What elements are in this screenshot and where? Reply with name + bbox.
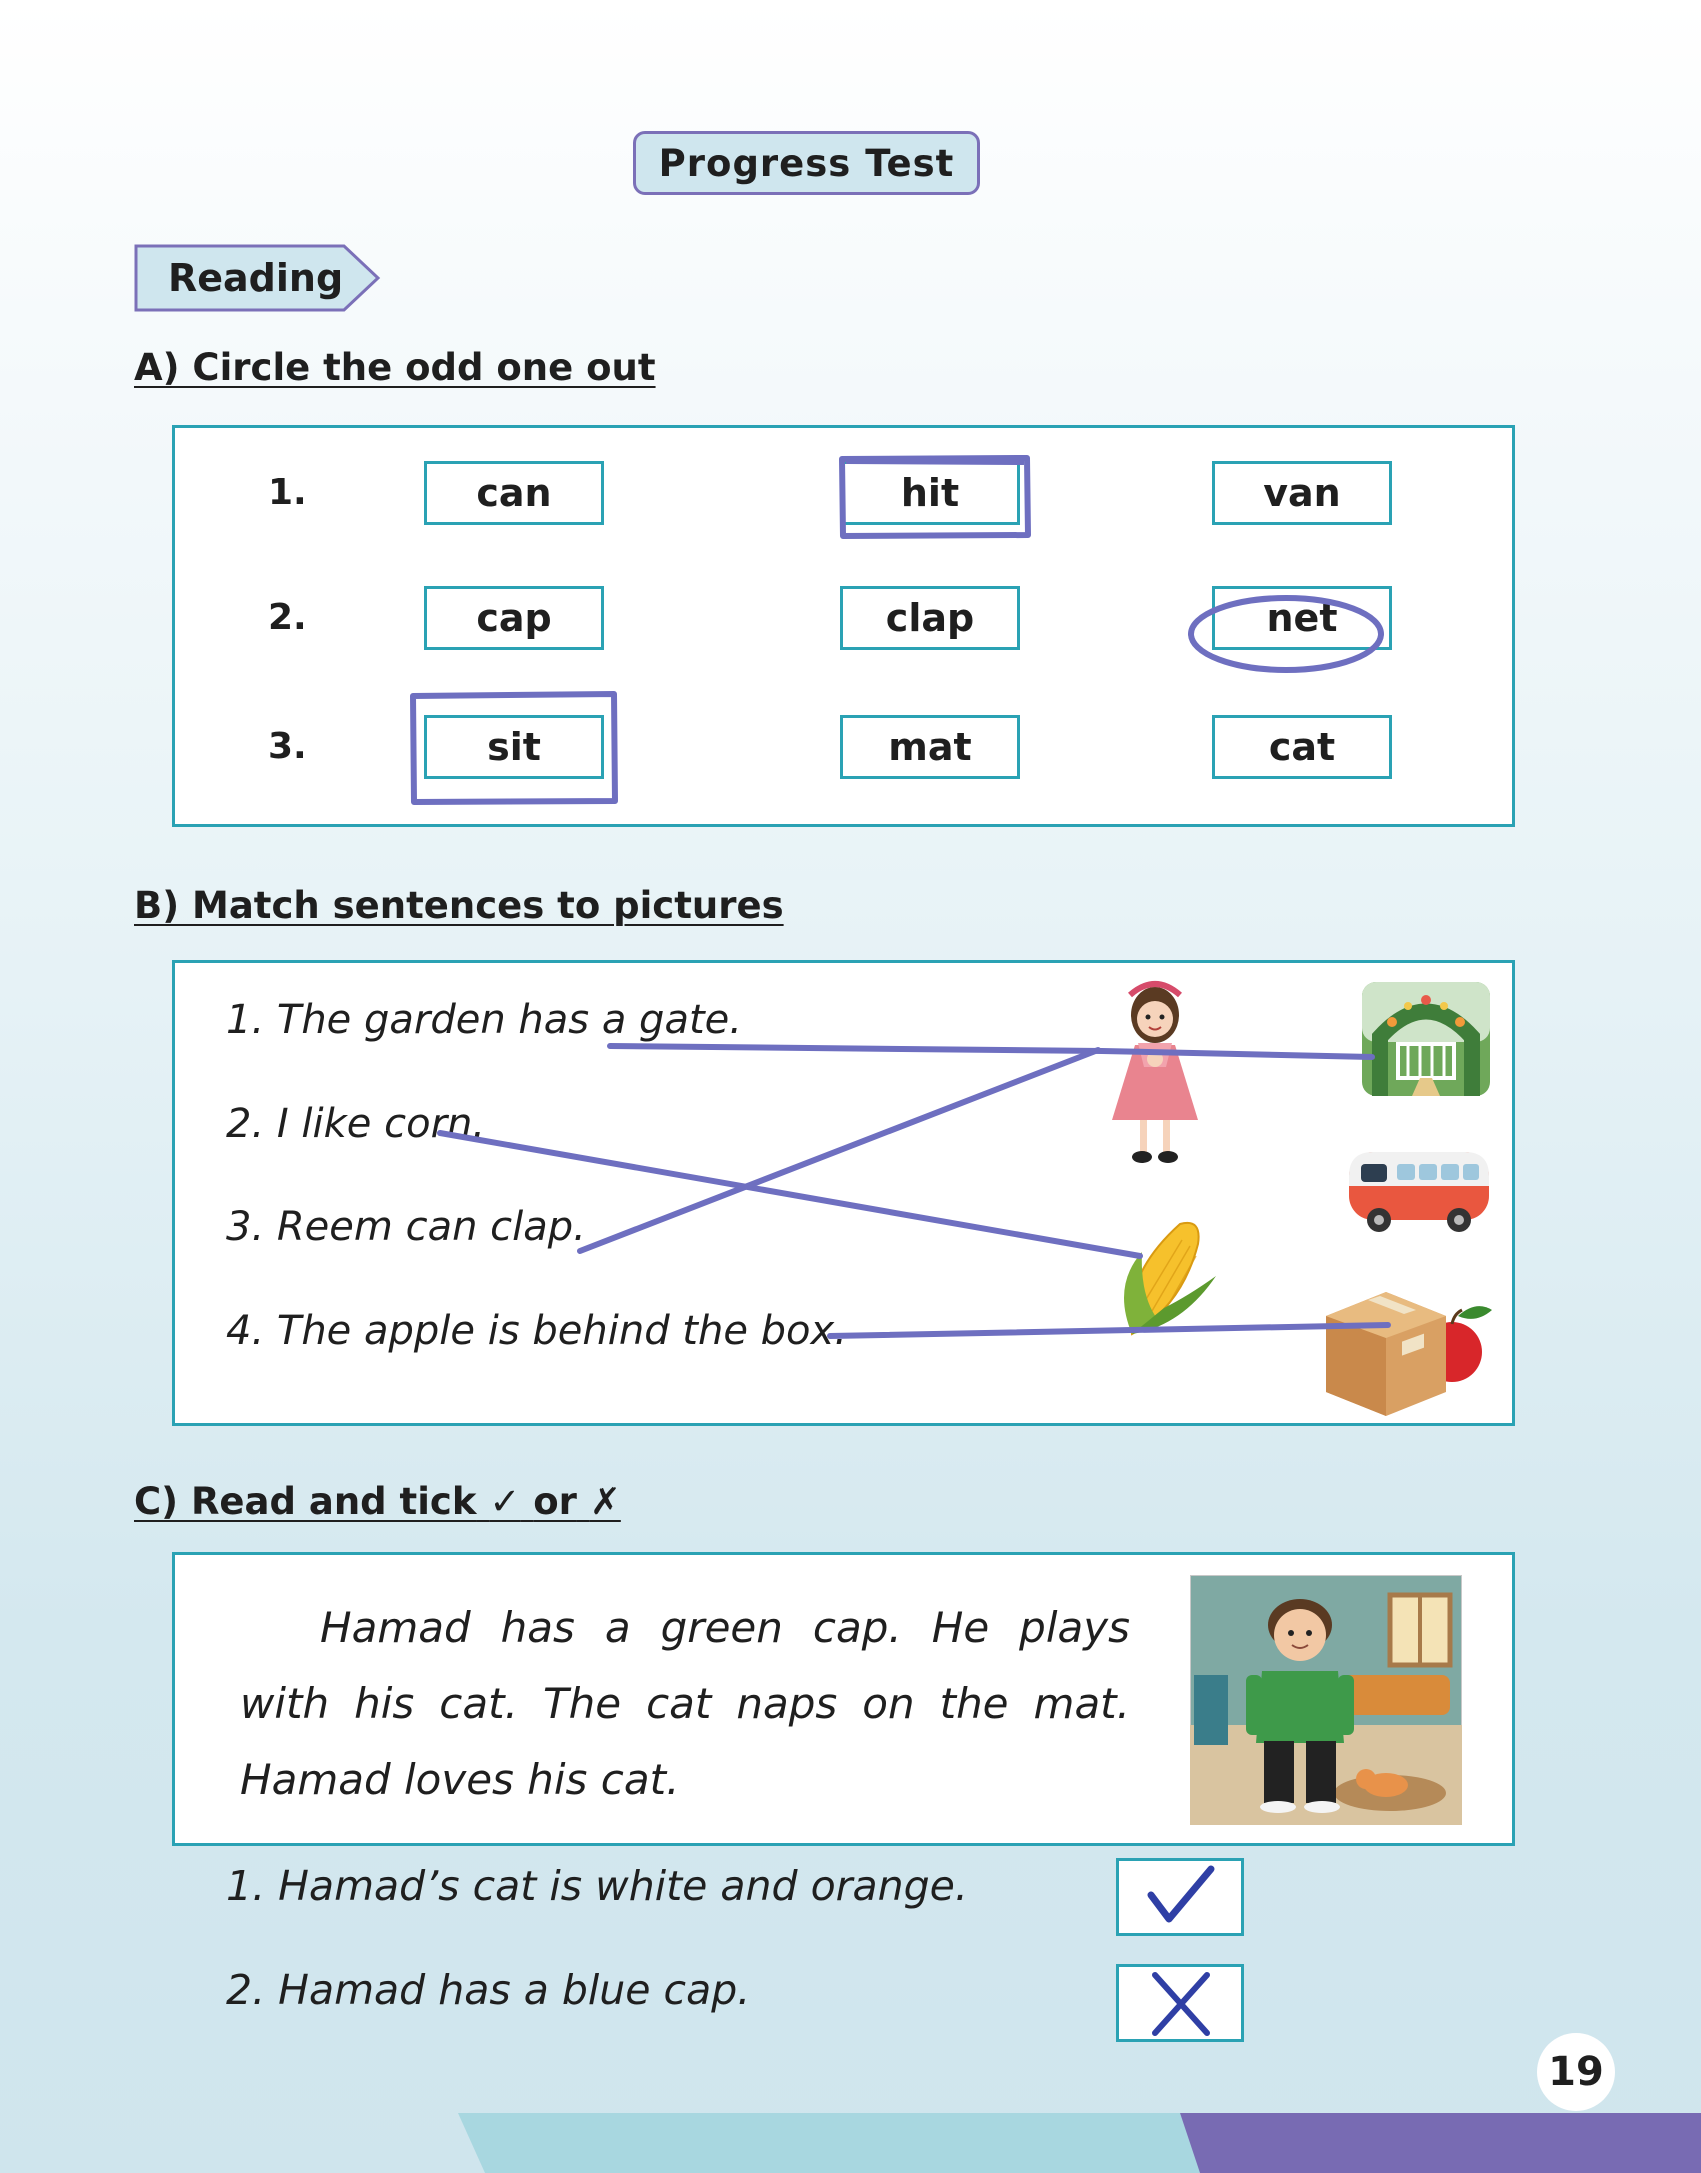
answer-box[interactable] bbox=[1116, 1964, 1244, 2042]
answer-box[interactable] bbox=[1116, 1858, 1244, 1936]
row-number: 3. bbox=[268, 726, 307, 767]
statement: 2. Hamad has a blue cap. bbox=[226, 1966, 751, 2014]
footer-band bbox=[0, 2100, 1701, 2173]
match-sentence: 4. The apple is behind the box. bbox=[226, 1308, 847, 1354]
section-b-heading: B) Match sentences to pictures bbox=[134, 884, 784, 927]
match-line bbox=[610, 1046, 1372, 1057]
word-box[interactable]: cat bbox=[1212, 715, 1392, 779]
check-mark-icon bbox=[1119, 1861, 1241, 1933]
reading-label: Reading bbox=[168, 256, 344, 300]
statement: 1. Hamad’s cat is white and orange. bbox=[226, 1862, 968, 1910]
boy-with-cat-picture bbox=[1190, 1575, 1462, 1825]
reading-passage: Hamad has a green cap. He plays with his cat. The cat naps on the mat. Hamad loves his cat. bbox=[240, 1603, 1130, 1804]
match-sentence: 3. Reem can clap. bbox=[226, 1204, 586, 1250]
section-c-heading-or: or bbox=[533, 1480, 577, 1523]
page-number: 19 bbox=[1537, 2033, 1615, 2111]
row-number: 1. bbox=[268, 472, 307, 513]
cross-mark-icon bbox=[1119, 1967, 1241, 2039]
page-title: Progress Test bbox=[633, 131, 980, 195]
tick-symbol: ✓ bbox=[489, 1480, 521, 1523]
section-a-heading: A) Circle the odd one out bbox=[134, 346, 656, 389]
row-number: 2. bbox=[268, 597, 307, 638]
match-line bbox=[830, 1325, 1388, 1336]
section-c-heading bbox=[134, 1480, 621, 1523]
word-box[interactable]: van bbox=[1212, 461, 1392, 525]
cross-symbol: ✗ bbox=[589, 1480, 621, 1523]
word-box[interactable]: hit bbox=[840, 461, 1020, 525]
match-line bbox=[440, 1133, 1140, 1256]
match-line bbox=[580, 1050, 1098, 1251]
word-box[interactable]: cap bbox=[424, 586, 604, 650]
section-c-heading-text: C) Read and tick bbox=[134, 1480, 477, 1523]
word-box[interactable]: clap bbox=[840, 586, 1020, 650]
word-box[interactable]: net bbox=[1212, 586, 1392, 650]
word-box[interactable]: mat bbox=[840, 715, 1020, 779]
match-sentence: 2. I like corn. bbox=[226, 1101, 486, 1147]
word-box[interactable]: can bbox=[424, 461, 604, 525]
match-sentence: 1. The garden has a gate. bbox=[226, 997, 742, 1043]
word-box[interactable]: sit bbox=[424, 715, 604, 779]
